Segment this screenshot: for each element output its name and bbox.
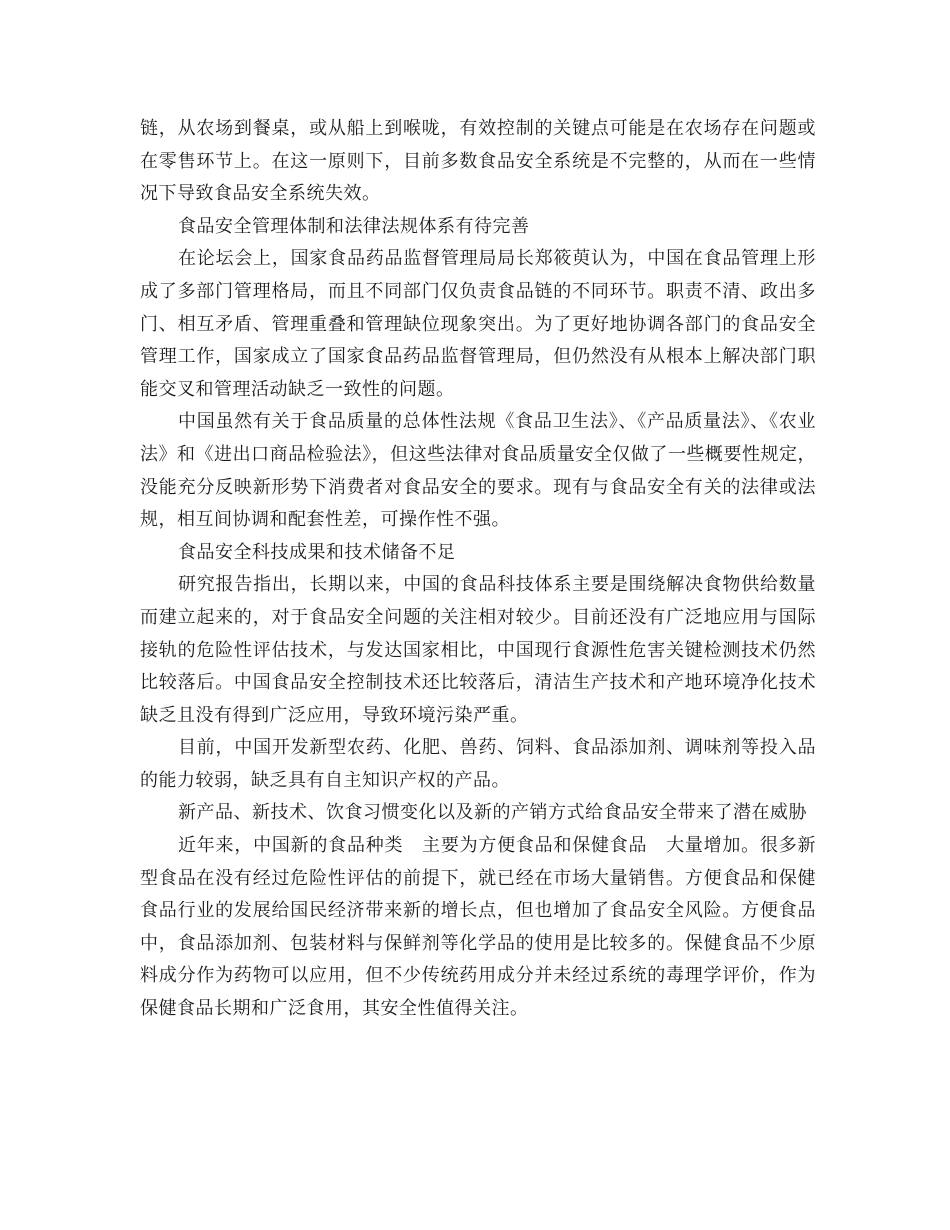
paragraph-continuation: 链，从农场到餐桌，或从船上到喉咙，有效控制的关键点可能是在农场存在问题或在零售环节上。在这一原则下，目前多数食品安全系统是不完整的，从而在一些情况下导致食品安全系统失效。 (140, 118, 816, 205)
document-page (140, 113, 816, 1026)
paragraph: 研究报告指出，长期以来，中国的食品科技体系主要是围绕解决食物供给数量而建立起来的，对于食品安全问题的关注相对较少。目前还没有广泛地应用与国际接轨的危险性评估技术，与发达国家相比，中国现行食源性危害关键检测技术仍然比较落后。中国食品安全控制技术还比较落后，清洁生产技术和产地环境净化技术缺乏且没有得到广泛应用，导致环境污染严重。 (140, 574, 816, 726)
paragraph: 新产品、新技术、饮食习惯变化以及新的产销方式给食品安全带来了潜在威胁 (178, 802, 807, 824)
section-heading: 食品安全管理体制和法律法规体系有待完善 (178, 215, 530, 237)
paragraph: 目前，中国开发新型农药、化肥、兽药、饲料、食品添加剂、调味剂等投入品的能力较弱，缺乏具有自主知识产权的产品。 (140, 737, 816, 791)
section-heading: 食品安全科技成果和技术储备不足 (178, 541, 456, 563)
paragraph: 中国虽然有关于食品质量的总体性法规《食品卫生法》、《产品质量法》、《农业法》和《进出口商品检验法》，但这些法律对食品质量安全仅做了一些概要性规定，没能充分反映新形势下消费者对食品安全的要求。现有与食品安全有关的法律或法规，相互间协调和配套性差，可操作性不强。 (140, 411, 816, 531)
paragraph: 在论坛会上，国家食品药品监督管理局局长郑筱萸认为，中国在食品管理上形成了多部门管理格局，而且不同部门仅负责食品链的不同环节。职责不清、政出多门、相互矛盾、管理重叠和管理缺位现象突出。为了更好地协调各部门的食品安全管理工作，国家成立了国家食品药品监督管理局，但仍然没有从根本上解决部门职能交叉和管理活动缺乏一致性的问题。 (140, 248, 816, 400)
paragraph: 近年来，中国新的食品种类 主要为方便食品和保健食品 大量增加。很多新型食品在没有经过危险性评估的前提下，就已经在市场大量销售。方便食品和保健食品行业的发展给国民经济带来新的增长点，但也增加了食品安全风险。方便食品中，食品添加剂、包装材料与保鲜剂等化学品的使用是比较多的。保健食品不少原料成分作为药物可以应用，但不少传统药用成分并未经过系统的毒理学评价，作为保健食品长期和广泛食用，其安全性值得关注。 (140, 835, 816, 1020)
